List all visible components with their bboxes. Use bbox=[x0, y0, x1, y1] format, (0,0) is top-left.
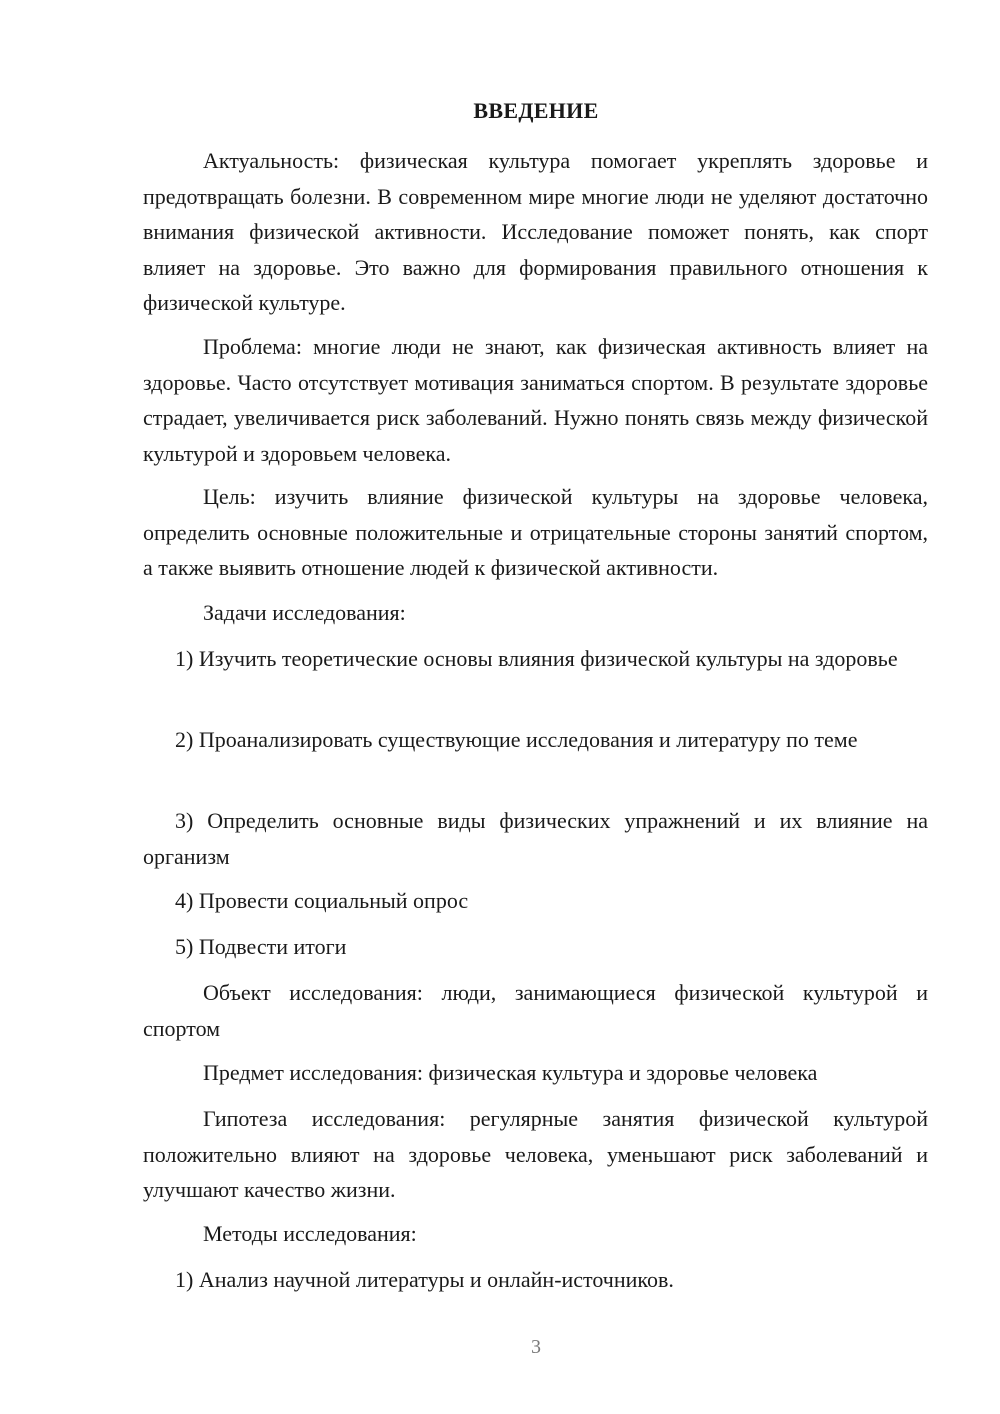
methods-heading: Методы исследования: bbox=[203, 1221, 417, 1246]
relevance-paragraph: Актуальность: физическая культура помогает укреплять здоровье и предотвращать болезни. В современном мире многие люди не уделяют достаточно внимания физической активности. Исследование поможет понять, как спорт влияет на здоровье. Это важно для формирования правильного отношения к физической культуре. bbox=[143, 148, 928, 315]
task-item-1: 1) Изучить теоретические основы влияния физической культуры на здоровье bbox=[175, 646, 898, 671]
problem-paragraph: Проблема: многие люди не знают, как физическая активность влияет на здоровье. Часто отсутствует мотивация заниматься спортом. В результате здоровье страдает, увеличивается риск заболеваний. Нужно понять связь между физической культурой и здоровьем человека. bbox=[143, 334, 928, 466]
method-item-1: 1) Анализ научной литературы и онлайн-источников. bbox=[175, 1267, 674, 1292]
task-item-4: 4) Провести социальный опрос bbox=[175, 888, 469, 913]
tasks-heading: Задачи исследования: bbox=[203, 600, 406, 625]
page-title: ВВЕДЕНИЕ bbox=[473, 98, 599, 123]
hypothesis-paragraph: Гипотеза исследования: регулярные занятия физической культурой положительно влияют на здоровье человека, уменьшают риск заболеваний и улучшают качество жизни. bbox=[143, 1106, 928, 1202]
page-number: 3 bbox=[531, 1336, 541, 1358]
subject-paragraph: Предмет исследования: физическая культура и здоровье человека bbox=[203, 1060, 818, 1085]
goal-paragraph: Цель: изучить влияние физической культуры на здоровье человека, определить основные положительные и отрицательные стороны занятий спортом, а также выявить отношение людей к физической активности. bbox=[143, 484, 928, 580]
task-item-5: 5) Подвести итоги bbox=[175, 934, 347, 959]
task-item-3: 3) Определить основные виды физических упражнений и их влияние на организм bbox=[143, 808, 928, 869]
object-paragraph: Объект исследования: люди, занимающиеся физической культурой и спортом bbox=[143, 980, 928, 1041]
task-item-2: 2) Проанализировать существующие исследования и литературу по теме bbox=[175, 727, 858, 752]
